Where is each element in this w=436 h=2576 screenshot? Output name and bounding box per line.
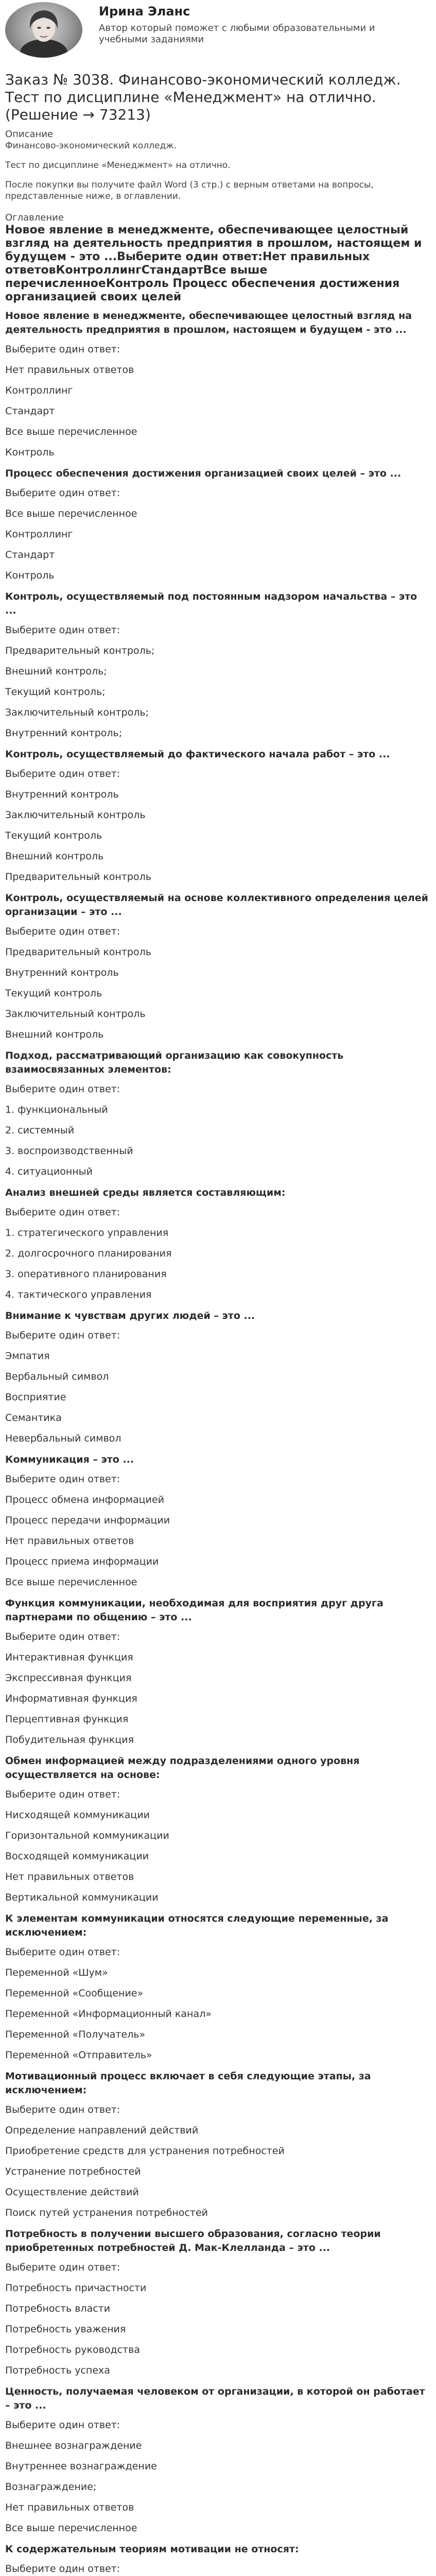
question-text: Контроль, осуществляемый под постоянным надзором начальства – это ... [5,591,417,616]
answer-option: Внутреннее вознаграждение [5,2461,157,2472]
question-text: К содержательным теориям мотивации не относят: [5,2544,299,2555]
question-text: Подход, рассматривающий организацию как совокупность взаимосвязанных элементов: [5,1050,344,1075]
answer-option: Потребность уважения [5,2324,126,2335]
answer-option: Семантика [5,1412,62,1423]
answer-prompt: Выберите один ответ: [5,487,120,499]
author-avatar[interactable] [5,2,82,58]
answer-option: Все выше перечисленное [5,426,137,437]
answer-option: Вознаграждение; [5,2481,97,2493]
author-header [5,0,431,60]
question-text: Внимание к чувствам других людей – это ... [5,1310,255,1321]
answer-option: Внешнее вознаграждение [5,2440,142,2451]
answer-option: Нет правильных ответов [5,1871,134,1883]
answer-option: Процесс приема информации [5,1556,159,1567]
author-name[interactable]: Ирина Эланс [99,4,190,19]
answer-option: Потребность руководства [5,2344,140,2355]
answer-option: Экспрессивная функция [5,1672,132,1684]
answer-prompt: Выберите один ответ: [5,2104,120,2115]
answer-prompt: Выберите один ответ: [5,2563,120,2574]
question-block [5,1049,431,1178]
answer-prompt: Выберите один ответ: [5,344,120,355]
answer-option: Устранение потребностей [5,2166,141,2177]
question-block [5,590,431,739]
question-block [5,309,431,459]
answer-option: Текущий контроль; [5,686,106,698]
answer-prompt: Выберите один ответ: [5,1631,120,1642]
answer-option: Предварительный контроль [5,946,151,958]
answer-option: Контроллинг [5,385,73,396]
answer-option: Побудительная функция [5,1734,134,1745]
question-block [5,467,431,582]
question-text: К элементам коммуникации относятся следующие переменные, за исключением: [5,1913,389,1938]
answer-option: Перцептивная функция [5,1714,129,1725]
answer-option: Нет правильных ответов [5,364,134,376]
answer-option: 2. долгосрочного планирования [5,1248,172,1259]
answer-option: Потребность причастности [5,2282,147,2294]
description-label: Описание [5,129,54,140]
question-block [5,1309,431,1445]
answer-option: Заключительный контроль; [5,707,149,718]
answer-option: Эмпатия [5,1350,50,1362]
answer-option: Переменной «Сообщение» [5,1988,144,1999]
answer-option: 1. функциональный [5,1104,108,1115]
answer-option: Нет правильных ответов [5,2502,134,2513]
toc-label: Оглавление [5,212,64,223]
author-info [99,2,418,45]
answer-prompt: Выберите один ответ: [5,768,120,779]
answer-option: Стандарт [5,405,55,417]
answer-option: Информативная функция [5,1693,137,1704]
answer-option: Заключительный контроль [5,1008,146,1020]
question-text: Функция коммуникации, необходимая для восприятия друг друга партнерами по общению – это ... [5,1598,383,1623]
answer-option: Переменной «Шум» [5,1967,108,1978]
answer-option: Процесс обмена информацией [5,1494,164,1505]
answer-option: Нисходящей коммуникации [5,1809,150,1821]
answer-prompt: Выберите один ответ: [5,1789,120,1800]
answer-option: Внутренний контроль [5,789,119,800]
answer-option: 3. воспроизводственный [5,1145,133,1157]
answer-option: Все выше перечисленное [5,2522,137,2534]
toc-text: Новое явление в менеджменте, обеспечивающее целостный взгляд на деятельность предприятия в прошлом, настоящем и будущем - это ...Выберите один ответ:Нет правильных ответовКонтроллингСтандартВсе выше перечисленноеКонтроль Процесс обеспечения достижения организацией своих целей [5,224,422,303]
answer-prompt: Выберите один ответ: [5,926,120,937]
answer-option: 4. тактического управления [5,1289,152,1300]
answer-option: Вербальный символ [5,1371,109,1382]
answer-option: Определение направлений действий [5,2125,199,2136]
question-block [5,748,431,883]
answer-option: Предварительный контроль [5,871,151,883]
question-text: Мотивационный процесс включает в себя следующие этапы, за исключением: [5,2071,371,2096]
answer-option: Внешний контроль; [5,666,107,677]
answer-option: Приобретение средств для устранения потребностей [5,2145,285,2157]
question-text: Потребность в получении высшего образования, согласно теории приобретенных потребностей Д. Мак-Клелланда – это ... [5,2228,381,2253]
answer-option: Контроллинг [5,529,73,540]
answer-prompt: Выберите один ответ: [5,1207,120,1218]
question-block [5,1186,431,1301]
question-text: Анализ внешней среды является составляющим: [5,1187,286,1198]
answer-prompt: Выберите один ответ: [5,1083,120,1095]
answer-option: Восходящей коммуникации [5,1851,149,1862]
answer-option: Потребность власти [5,2303,111,2314]
answer-option: Вертикальной коммуникации [5,1892,159,1903]
question-block [5,891,431,1041]
answer-option: 4. ситуационный [5,1166,93,1177]
answer-prompt: Выберите один ответ: [5,2262,120,2273]
order-title: Заказ № 3038. Финансово-экономический колледж. Тест по дисциплине «Менеджмент» на отлично. (Решение → 73213) [5,71,401,123]
question-text: Контроль, осуществляемый до фактического начала работ – это ... [5,749,390,760]
question-text: Ценность, получаемая человеком от организации, в которой он работает – это ... [5,2386,425,2411]
author-subtitle: Автор который поможет с любыми образовательными и учебными заданиями [99,23,375,45]
answer-option: Внешний контроль [5,851,104,862]
question-text: Обмен информацией между подразделениями одного уровня осуществляется на основе: [5,1755,360,1781]
answer-option: Контроль [5,570,55,581]
answer-option: Контроль [5,447,55,458]
question-block [5,2543,431,2576]
answer-option: 2. системный [5,1125,75,1136]
answer-option: Нет правильных ответов [5,1535,134,1547]
answer-option: Текущий контроль [5,988,102,999]
answer-option: Потребность успеха [5,2365,110,2376]
answer-option: Внутренний контроль; [5,727,123,739]
answer-option: Все выше перечисленное [5,1577,137,1588]
answer-option: Осуществление действий [5,2187,139,2198]
description-line-2: Тест по дисциплине «Менеджмент» на отлично. [5,160,231,171]
question-block [5,1453,431,1588]
answer-option: Все выше перечисленное [5,508,137,519]
answer-option: Стандарт [5,549,55,561]
question-block [5,1754,431,1904]
description-line-1: Финансово-экономический колледж. [5,141,177,151]
answer-option: Поиск путей устранения потребностей [5,2207,208,2218]
answer-option: Переменной «Получатель» [5,2029,146,2040]
question-text: Процесс обеспечения достижения организацией своих целей – это ... [5,468,402,479]
answer-prompt: Выберите один ответ: [5,1473,120,1485]
answer-prompt: Выберите один ответ: [5,1330,120,1341]
answer-prompt: Выберите один ответ: [5,624,120,636]
answer-option: Восприятие [5,1392,66,1403]
question-block [5,1597,431,1746]
answer-option: Внешний контроль [5,1029,104,1040]
answer-option: Заключительный контроль [5,809,146,821]
answer-option: Переменной «Информационный канал» [5,2008,212,2020]
question-block [5,2070,431,2219]
answer-option: 1. стратегического управления [5,1227,169,1239]
answer-option: Процесс передачи информации [5,1515,170,1526]
question-block [5,1912,431,2061]
answer-option: Переменной «Отправитель» [5,2049,152,2061]
answer-option: Интерактивная функция [5,1652,133,1663]
answer-option: Текущий контроль [5,830,102,841]
answer-option: Горизонтальной коммуникации [5,1830,169,1841]
question-text: Новое явление в менеджменте, обеспечивающее целостный взгляд на деятельность предприятия в прошлом, настоящем и будущем - это ... [5,310,412,335]
answer-prompt: Выберите один ответ: [5,2419,120,2431]
answer-option: Невербальный символ [5,1433,121,1444]
answer-option: 3. оперативного планирования [5,1268,167,1280]
answer-option: Предварительный контроль; [5,645,155,656]
avatar-photo-icon [5,2,82,58]
question-text: Коммуникация – это ... [5,1454,134,1465]
question-block [5,2227,431,2377]
questions-list [5,309,431,2576]
answer-option: Внутренний контроль [5,967,119,978]
answer-prompt: Выберите один ответ: [5,1946,120,1958]
description-line-3: После покупки вы получите файл Word (3 стр.) с верным ответами на вопросы, представленные ниже, в оглавлении. [5,180,374,201]
question-block [5,2385,431,2534]
question-text: Контроль, осуществляемый на основе коллективного определения целей организации – это ... [5,892,428,918]
